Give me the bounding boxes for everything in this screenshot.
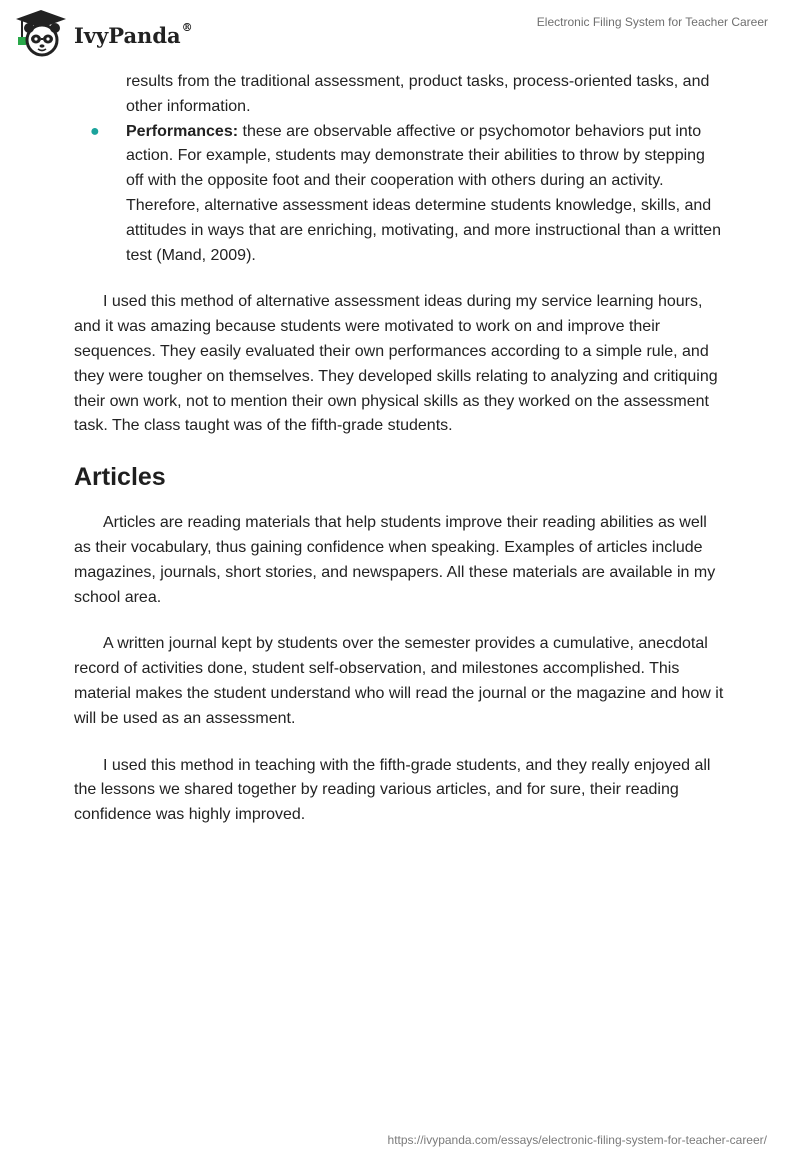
list-item-text: these are observable affective or psychomotor behaviors put into action. For example, students may demonstrate their abilities to throw by stepping off with the opposite foot and their cooperation with others during an activity. Therefore, alternative assessment ideas determine students knowledge, skills, and attitudes in ways that are enriching, motivating, and more instructional than a written test (Mand, 2009). (126, 122, 721, 264)
list-item (74, 70, 724, 120)
trademark-symbol: ® (181, 20, 193, 34)
footer-url-link[interactable]: https://ivypanda.com/essays/electronic-filing-system-for-teacher-career/ (387, 1133, 767, 1147)
bullet-dot-icon: ● (90, 122, 100, 140)
brand-name: IvyPanda® (74, 20, 193, 48)
section-heading: Articles (74, 463, 166, 492)
list-item-term: Performances: (126, 122, 239, 140)
ivypanda-logo[interactable] (14, 8, 193, 58)
paragraph: A written journal kept by students over the semester provides a cumulative, anecdotal record of activities done, student self-observation, and milestones accomplished. This material makes the student understand who will read the journal or the magazine and how it will be used as an assessment. (74, 635, 724, 727)
document-title: Electronic Filing System for Teacher Career (536, 15, 768, 29)
list-item (74, 120, 724, 269)
essay-content (74, 70, 724, 828)
list-item-text: results from the traditional assessment, product tasks, process-oriented tasks, and other information. (126, 73, 710, 115)
bullet-list (74, 70, 724, 268)
panda-graduate-icon (14, 8, 68, 58)
paragraph: Articles are reading materials that help students improve their reading abilities as well as their vocabulary, thus gaining confidence when speaking. Examples of articles include magazines, journals, short stories, and newspapers. All these materials are available in my school area. (74, 514, 716, 606)
paragraph: I used this method of alternative assessment ideas during my service learning hours, and it was amazing because students were motivated to work on and improve their sequences. They easily evaluated their own performances according to a simple rule, and they were tougher on themselves. They developed skills relating to analyzing and critiquing their own work, not to mention their own physical skills as they worked on the assessment task. The class taught was of the fifth-grade students. (74, 293, 718, 435)
paragraph: I used this method in teaching with the fifth-grade students, and they really enjoyed all the lessons we shared together by reading various articles, and for sure, their reading confidence was highly improved. (74, 756, 711, 824)
page-header (0, 0, 800, 64)
